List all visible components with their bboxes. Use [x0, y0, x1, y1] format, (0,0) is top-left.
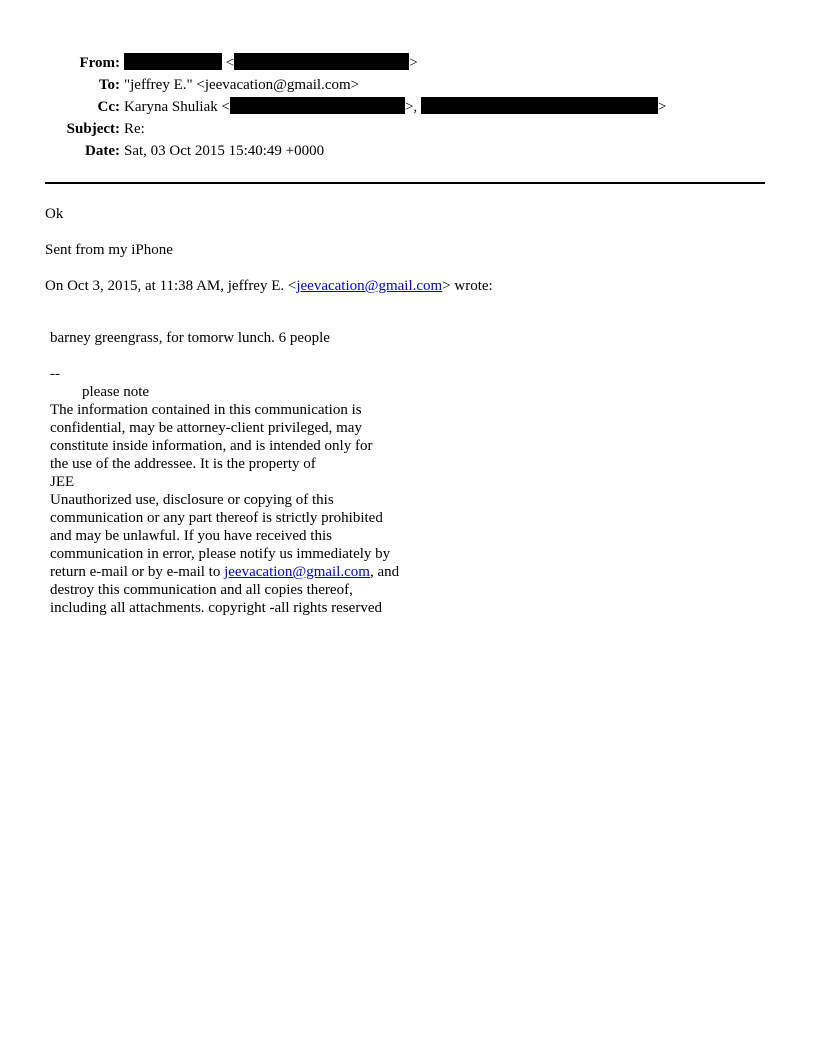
sent-from-signature: Sent from my iPhone: [45, 242, 173, 258]
disclaimer-line: communication or any part thereof is strictly prohibited: [50, 510, 383, 526]
cc-value: [124, 96, 666, 118]
date-label: Date:: [85, 143, 120, 159]
return-prefix: return e-mail or by e-mail to: [50, 564, 225, 580]
disclaimer-line: confidential, may be attorney-client privileged, may: [50, 420, 362, 436]
angle-close: >: [657, 99, 667, 115]
disclaimer-line: JEE: [50, 474, 75, 490]
redacted-block: [230, 97, 405, 114]
subject-label: Subject:: [66, 121, 120, 137]
cc-separator: >,: [404, 99, 421, 115]
sig-dashes: --: [50, 366, 60, 382]
redacted-block: [124, 53, 222, 70]
quote-prefix: On Oct 3, 2015, at 11:38 AM, jeffrey E. <: [45, 278, 297, 294]
disclaimer-line: constitute inside information, and is intended only for: [50, 438, 373, 454]
disclaimer-return-line: [50, 563, 399, 581]
quoted-signature: [50, 365, 399, 617]
disclaimer-line: including all attachments. copyright -all rights reserved: [50, 600, 382, 616]
from-row: [0, 52, 816, 74]
disclaimer-line: Unauthorized use, disclosure or copying of this: [50, 492, 334, 508]
subject-value: Re:: [124, 121, 145, 137]
disclaimer-line: and may be unlawful. If you have received this: [50, 528, 332, 544]
from-label: From:: [79, 55, 120, 71]
disclaimer-line: communication in error, please notify us immediately by: [50, 546, 391, 562]
cc-label: Cc:: [97, 99, 120, 115]
quote-email-link[interactable]: jeevacation@gmail.com: [296, 278, 443, 294]
angle-close: >: [409, 55, 418, 71]
quote-suffix: > wrote:: [442, 278, 493, 294]
to-row: [0, 74, 816, 96]
angle-open: <: [225, 55, 235, 71]
redacted-block: [234, 53, 409, 70]
to-value: "jeffrey E." <jeevacation@gmail.com>: [124, 77, 360, 93]
date-value: Sat, 03 Oct 2015 15:40:49 +0000: [124, 143, 325, 159]
quoted-message: barney greengrass, for tomorw lunch. 6 people: [50, 330, 330, 346]
disclaimer-line: destroy this communication and all copies thereof,: [50, 582, 353, 598]
from-value: [124, 52, 418, 74]
quote-attribution: [45, 277, 493, 295]
subject-row: [0, 118, 816, 140]
disclaimer-line: The information contained in this communication is: [50, 402, 362, 418]
reply-text: Ok: [45, 206, 64, 222]
sig-note: please note: [82, 384, 150, 400]
cc-name: Karyna Shuliak <: [124, 99, 230, 115]
email-header: [0, 52, 816, 162]
header-divider: [45, 182, 765, 184]
redacted-block: [421, 97, 658, 114]
return-suffix: , and: [369, 564, 400, 580]
cc-row: [0, 96, 816, 118]
to-label: To:: [98, 77, 120, 93]
disclaimer-line: the use of the addressee. It is the property of: [50, 456, 316, 472]
disclaimer-email-link[interactable]: jeevacation@gmail.com: [224, 564, 370, 580]
date-row: [0, 140, 816, 162]
